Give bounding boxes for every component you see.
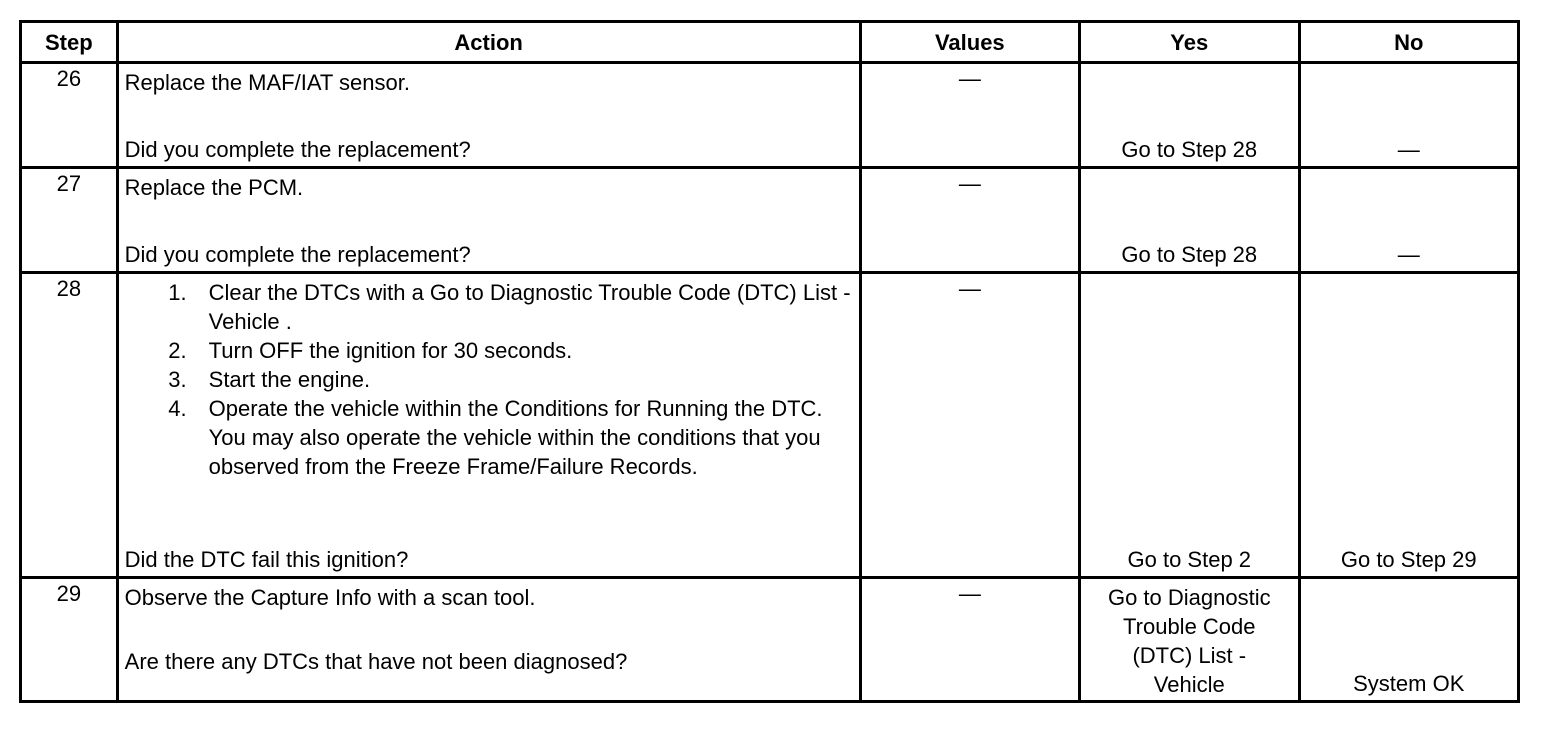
- yes-link[interactable]: Go to Step 2: [1127, 547, 1252, 572]
- action-instruction: Replace the MAF/IAT sensor.: [124, 70, 410, 95]
- list-item: [125, 336, 853, 365]
- step-number: 27: [21, 168, 118, 273]
- diagnostic-table: [19, 20, 1520, 703]
- header-yes: Yes: [1080, 22, 1299, 63]
- step-number: 29: [21, 578, 118, 702]
- yes-link[interactable]: Go to Diagnostic Trouble Code (DTC) List - Vehicle: [1107, 585, 1271, 697]
- step-number: 26: [21, 63, 118, 168]
- list-item: [125, 365, 853, 394]
- list-item-text: Operate the vehicle within the Conditions for Running the DTC. You may also operate the vehicle within the conditions that you observed from the Freeze Frame/Failure Records.: [208, 396, 823, 479]
- no-link[interactable]: Go to Step 29: [1340, 547, 1477, 572]
- no-cell: [1299, 273, 1519, 578]
- values-cell: —: [860, 578, 1079, 702]
- yes-cell: [1080, 578, 1299, 702]
- values-cell: —: [860, 273, 1079, 578]
- action-cell: [117, 273, 860, 578]
- list-item-text: Start the engine.: [208, 367, 371, 392]
- list-item-number: 1.: [168, 280, 187, 305]
- yes-link[interactable]: Go to Step 28: [1121, 137, 1258, 162]
- list-item: [125, 394, 853, 481]
- header-no: No: [1299, 22, 1519, 63]
- no-value: System OK: [1353, 671, 1465, 696]
- yes-cell: [1080, 273, 1299, 578]
- action-question: Did you complete the replacement?: [124, 242, 471, 267]
- header-values: Values: [860, 22, 1079, 63]
- yes-link[interactable]: Go to Step 28: [1121, 242, 1258, 267]
- list-item-number: 3.: [168, 367, 187, 392]
- action-cell: [117, 578, 860, 702]
- table-row-step-29: [21, 578, 1519, 702]
- header-action: Action: [117, 22, 860, 63]
- list-item-text: Turn OFF the ignition for 30 seconds.: [208, 338, 573, 363]
- yes-cell: [1080, 168, 1299, 273]
- header-row: [21, 22, 1519, 63]
- step-number: 28: [21, 273, 118, 578]
- action-question: Are there any DTCs that have not been diagnosed?: [124, 649, 628, 674]
- action-cell: [117, 63, 860, 168]
- table-row-step-28: [21, 273, 1519, 578]
- no-value: —: [1397, 137, 1420, 162]
- header-step: Step: [21, 22, 118, 63]
- table-row-step-27: [21, 168, 1519, 273]
- list-item-number: 4.: [168, 396, 187, 421]
- values-cell: —: [860, 168, 1079, 273]
- list-item-number: 2.: [168, 338, 187, 363]
- yes-cell: [1080, 63, 1299, 168]
- action-question: Did you complete the replacement?: [124, 137, 471, 162]
- action-question: Did the DTC fail this ignition?: [124, 547, 409, 572]
- no-cell: [1299, 63, 1519, 168]
- values-cell: —: [860, 63, 1079, 168]
- action-cell: [117, 168, 860, 273]
- no-cell: [1299, 578, 1519, 702]
- no-value: —: [1397, 242, 1420, 267]
- table-row-step-26: [21, 63, 1519, 168]
- list-item: [125, 278, 853, 336]
- list-item-text[interactable]: Clear the DTCs with a Go to Diagnostic Trouble Code (DTC) List - Vehicle .: [208, 280, 851, 334]
- no-cell: [1299, 168, 1519, 273]
- action-instruction: Replace the PCM.: [124, 175, 304, 200]
- action-step-list: [125, 278, 853, 481]
- action-instruction: Observe the Capture Info with a scan tool.: [124, 585, 536, 610]
